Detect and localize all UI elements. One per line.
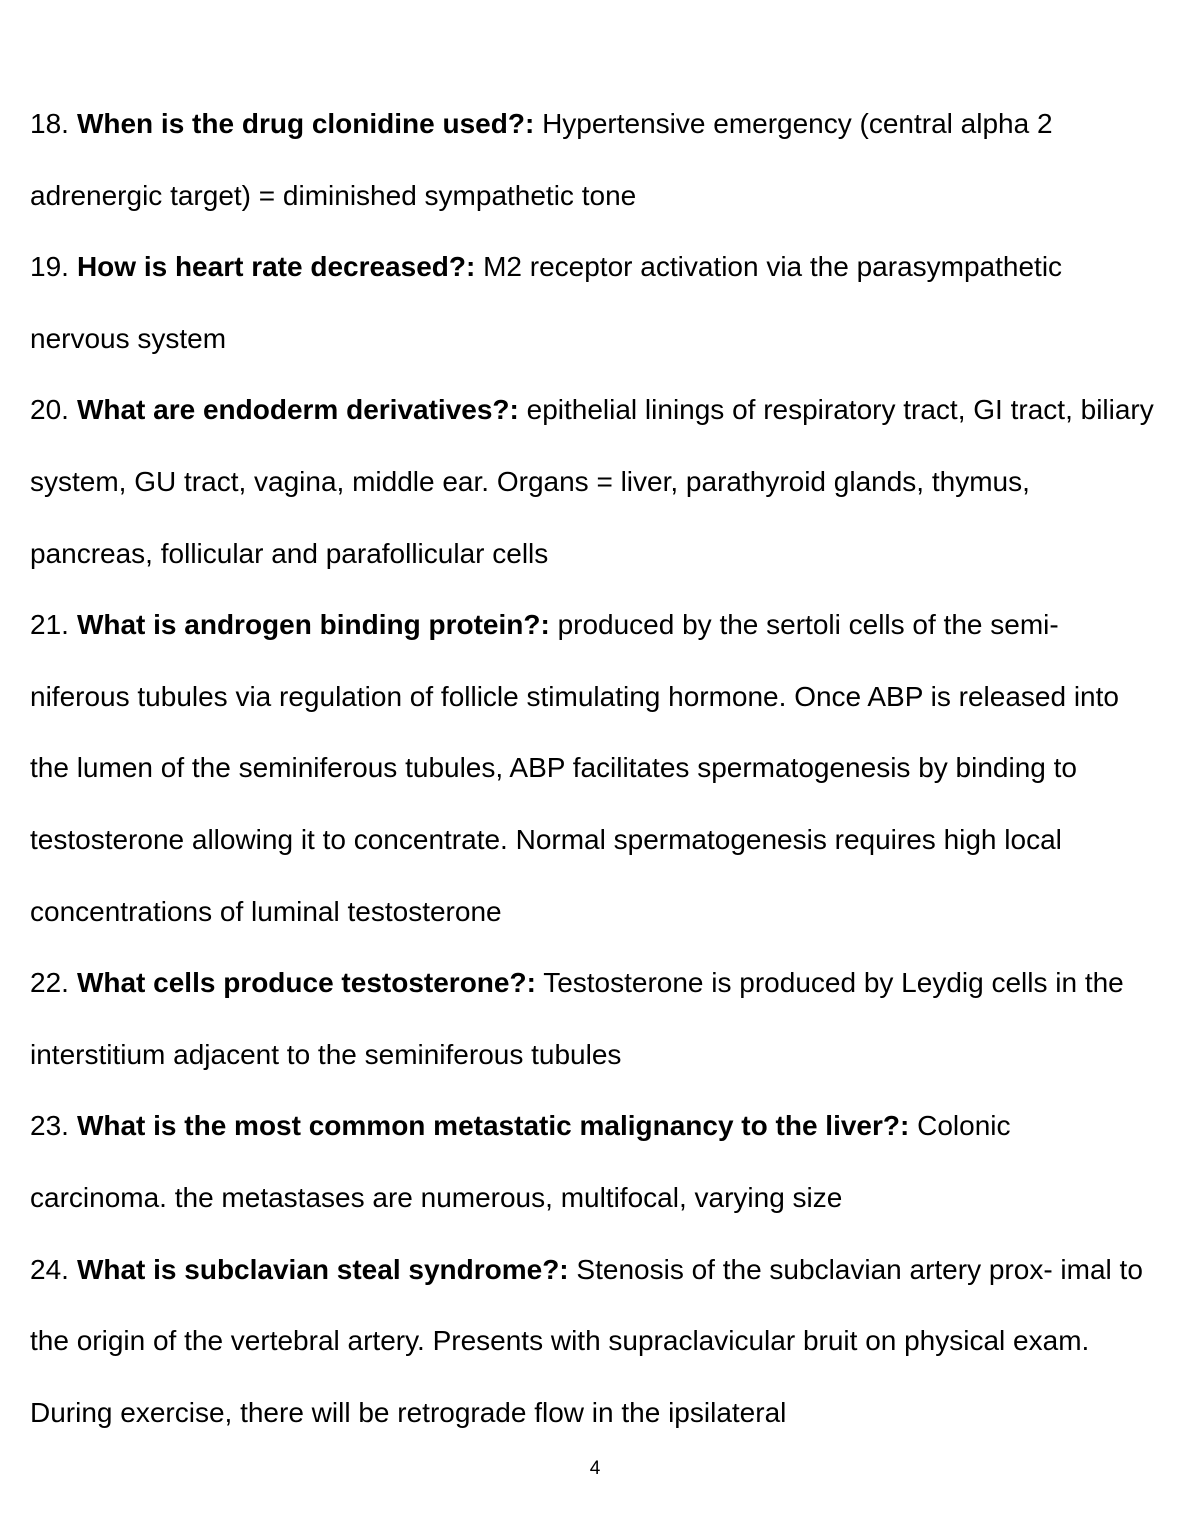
qa-item-21 (30, 589, 1155, 947)
item-number: 19. (30, 251, 69, 283)
item-question: What is androgen binding protein?: (76, 609, 550, 641)
item-answer: Hypertensive emergency (central alpha 2 adrenergic target) = diminished sympathetic tone (30, 108, 1053, 211)
item-answer: epithelial linings of respiratory tract, GI tract, biliary system, GU tract, vagina, middle ear. Organs = liver, parathyroid glands, thymus, pancreas, follicular and parafollicular cells (30, 394, 1154, 569)
item-number: 20. (30, 394, 69, 426)
document-body (30, 88, 1155, 1448)
qa-item-19 (30, 231, 1155, 374)
item-number: 18. (30, 108, 69, 139)
page-number: 4 (589, 1458, 601, 1479)
item-answer: Testosterone is produced by Leydig cells in the interstitium adjacent to the seminiferous tubules (30, 967, 1124, 1070)
qa-item-20 (30, 374, 1155, 589)
item-answer: Stenosis of the subclavian artery prox- imal to the origin of the vertebral artery. Presents with supraclavicular bruit on physical exam. During exercise, there will be retrograde flow in the ipsilateral (30, 1253, 1143, 1428)
qa-item-23 (30, 1090, 1155, 1233)
item-answer: produced by the sertoli cells of the semi- niferous tubules via regulation of follicle stimulating hormone. Once ABP is released into the lumen of the seminiferous tubules, ABP facilitates spermatogenesis by binding to testosterone allowing it to concentrate. Normal spermatogenesis requires high local concentrations of luminal testosterone (30, 609, 1119, 927)
item-question: What cells produce testosterone?: (76, 967, 536, 999)
qa-item-18 (30, 88, 1155, 231)
item-number: 24. (30, 1253, 69, 1285)
item-answer: M2 receptor activation via the parasympathetic nervous system (30, 251, 1063, 354)
qa-item-24 (30, 1234, 1155, 1449)
item-question: How is heart rate decreased?: (76, 251, 476, 283)
item-answer: Colonic carcinoma. the metastases are numerous, multifocal, varying size (30, 1110, 1011, 1213)
item-number: 22. (30, 967, 69, 999)
item-question: What are endoderm derivatives?: (76, 394, 519, 426)
item-number: 21. (30, 609, 69, 641)
qa-item-22 (30, 947, 1155, 1090)
item-number: 23. (30, 1110, 69, 1142)
item-question: When is the drug clonidine used?: (76, 108, 535, 139)
item-question: What is the most common metastatic malignancy to the liver?: (76, 1110, 910, 1142)
item-question: What is subclavian steal syndrome?: (76, 1253, 569, 1285)
